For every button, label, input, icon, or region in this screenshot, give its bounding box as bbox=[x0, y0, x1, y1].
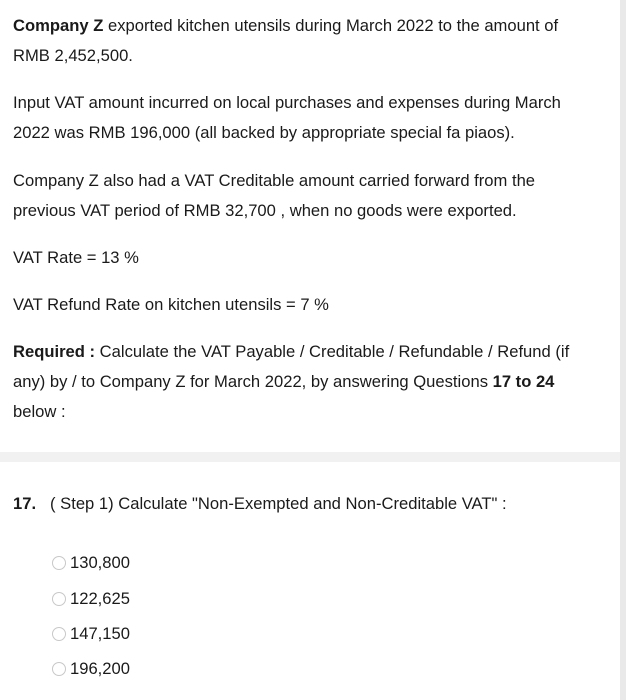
radio-icon[interactable] bbox=[52, 556, 66, 570]
paragraph-carried-forward: Company Z also had a VAT Creditable amount carried forward from the previous VAT period of RMB 32,700 , when no goods were exported. bbox=[13, 171, 536, 220]
option-label: 196,200 bbox=[70, 659, 130, 678]
paragraph-input-vat: Input VAT amount incurred on local purchases and expenses during March 2022 was RMB 196,000 (all backed by appropriate special fa piaos). bbox=[13, 93, 561, 142]
company-name: Company Z bbox=[13, 16, 104, 35]
option-label: 122,625 bbox=[70, 589, 130, 608]
required-text: Calculate the VAT Payable / Creditable / Refundable / Refund (if any) by / to Company Z for March 2022, by answering Questions bbox=[13, 342, 570, 391]
option-3[interactable] bbox=[52, 622, 130, 646]
option-1[interactable] bbox=[52, 551, 130, 575]
question-text: ( Step 1) Calculate "Non-Exempted and Non-Creditable VAT" : bbox=[50, 494, 507, 513]
export-amount-text: exported kitchen utensils during March 2022 to the amount of RMB 2,452,500. bbox=[13, 16, 559, 65]
option-label: 130,800 bbox=[70, 553, 130, 572]
question-range: 17 to 24 bbox=[492, 372, 555, 391]
required-label: Required : bbox=[13, 342, 96, 361]
radio-icon[interactable] bbox=[52, 662, 66, 676]
radio-icon[interactable] bbox=[52, 627, 66, 641]
paragraph-required bbox=[13, 337, 596, 427]
option-4[interactable] bbox=[52, 657, 130, 681]
scrollbar[interactable] bbox=[620, 0, 626, 700]
radio-icon[interactable] bbox=[52, 592, 66, 606]
question-number: 17. bbox=[13, 494, 37, 513]
paragraph-export-amount bbox=[13, 11, 596, 71]
option-label: 147,150 bbox=[70, 624, 130, 643]
required-end: below : bbox=[13, 402, 66, 421]
vat-refund-rate: VAT Refund Rate on kitchen utensils = 7 % bbox=[13, 295, 329, 314]
vat-rate: VAT Rate = 13 % bbox=[13, 248, 139, 267]
option-2[interactable] bbox=[52, 587, 130, 611]
